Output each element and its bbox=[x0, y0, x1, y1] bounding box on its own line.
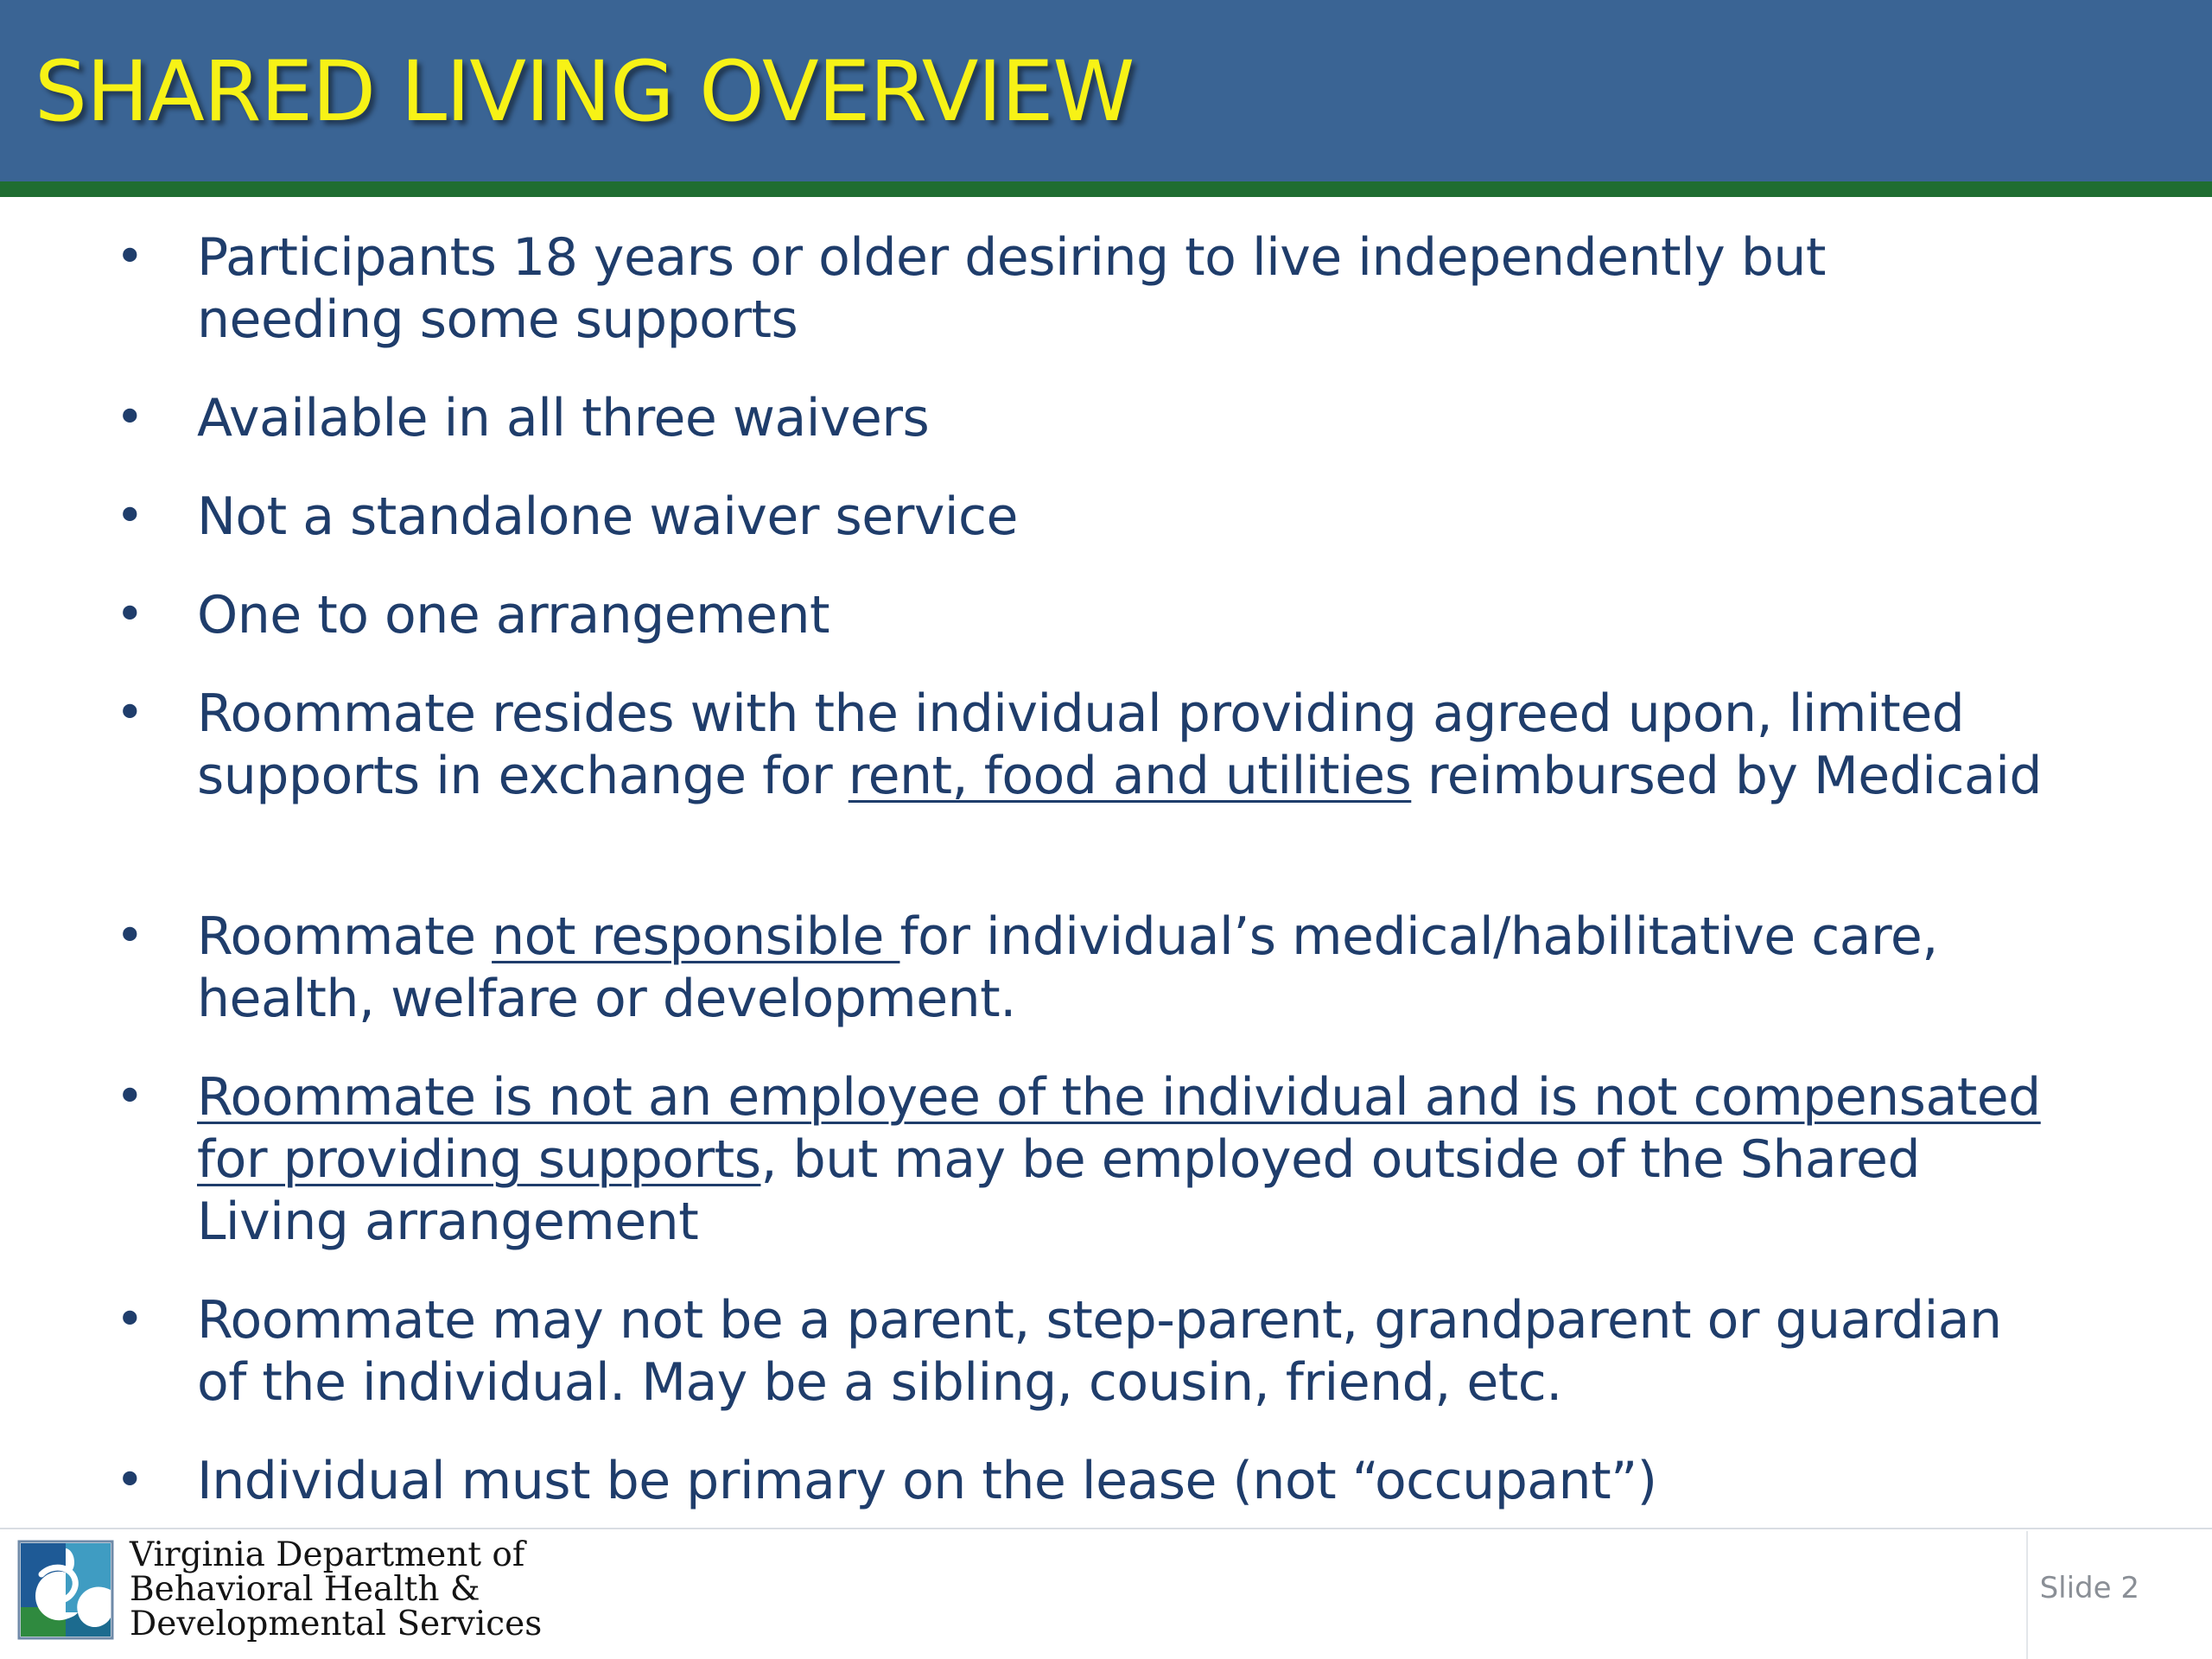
bullet-text-segment: Roommate resides with the individual providing agreed upon, limited supports in exchange for bbox=[197, 683, 1965, 806]
slide-number: Slide 2 bbox=[2039, 1571, 2139, 1605]
bullet-icon: • bbox=[115, 1292, 144, 1348]
bullet-icon: • bbox=[115, 685, 144, 741]
bullet-text-segment: Not a standalone waiver service bbox=[197, 486, 1018, 547]
bullet-text bbox=[197, 585, 830, 645]
bullet-text bbox=[197, 1067, 2041, 1252]
bullet-item bbox=[115, 1289, 2046, 1414]
bullet-text-segment: for individual’s medical/habilitative care, health, welfare or development. bbox=[197, 906, 1938, 1029]
bullet-icon: • bbox=[115, 488, 144, 544]
bullet-icon: • bbox=[115, 229, 144, 285]
bullet-text bbox=[197, 388, 929, 448]
bullet-text-segment: reimbursed by Medicaid bbox=[1411, 746, 2042, 806]
organization-name bbox=[130, 1535, 543, 1643]
bullet-text bbox=[197, 1290, 2002, 1413]
bullet-text-segment: One to one arrangement bbox=[197, 585, 830, 645]
bullet-text bbox=[197, 227, 1826, 350]
bullet-item bbox=[115, 906, 2046, 1030]
underlined-text: Roommate is not an employee of the individual and is not compensated for providing supports bbox=[197, 1067, 2041, 1190]
bullet-icon: • bbox=[115, 587, 144, 643]
bullet-text bbox=[197, 486, 1018, 547]
bullet-item bbox=[115, 584, 2046, 646]
bullet-icon: • bbox=[115, 1452, 144, 1509]
bullet-item bbox=[115, 486, 2046, 548]
footer-vertical-divider bbox=[2026, 1531, 2028, 1659]
bullet-text-segment: Roommate may not be a parent, step-parent, grandparent or guardian of the individual. May be a sibling, cousin, friend, etc. bbox=[197, 1290, 2002, 1413]
slide-title: SHARED LIVING OVERVIEW bbox=[35, 43, 1135, 140]
organization-name-line: Developmental Services bbox=[130, 1605, 543, 1643]
bullet-text-segment: Individual must be primary on the lease (not “occupant”) bbox=[197, 1451, 1657, 1511]
organization-name-line: Behavioral Health & bbox=[130, 1570, 480, 1609]
organization-name-line: Virginia Department of bbox=[130, 1535, 525, 1574]
bullet-item bbox=[115, 1066, 2046, 1253]
footer-divider-line bbox=[0, 1528, 2212, 1529]
bullet-text-segment: Participants 18 years or older desiring to live independently but needing some supports bbox=[197, 227, 1826, 350]
bullet-icon: • bbox=[115, 390, 144, 446]
underlined-text: not responsible bbox=[492, 906, 900, 967]
bullet-text bbox=[197, 1451, 1657, 1511]
bullet-item bbox=[115, 683, 2046, 807]
bullet-item bbox=[115, 1450, 2046, 1512]
bullet-text bbox=[197, 683, 2042, 806]
underlined-text: rent, food and utilities bbox=[848, 746, 1412, 806]
bullet-item bbox=[115, 226, 2046, 351]
bullet-text bbox=[197, 906, 1938, 1029]
bullet-text-segment: Roommate bbox=[197, 906, 493, 967]
bullet-icon: • bbox=[115, 1069, 144, 1125]
bullet-icon: • bbox=[115, 908, 144, 964]
bullet-text-segment: Available in all three waivers bbox=[197, 388, 930, 448]
bullet-text-segment: , but may be employed outside of the Shared Living arrangement bbox=[197, 1129, 1921, 1252]
bullet-item bbox=[115, 387, 2046, 449]
dbhds-logo-icon bbox=[17, 1540, 114, 1640]
